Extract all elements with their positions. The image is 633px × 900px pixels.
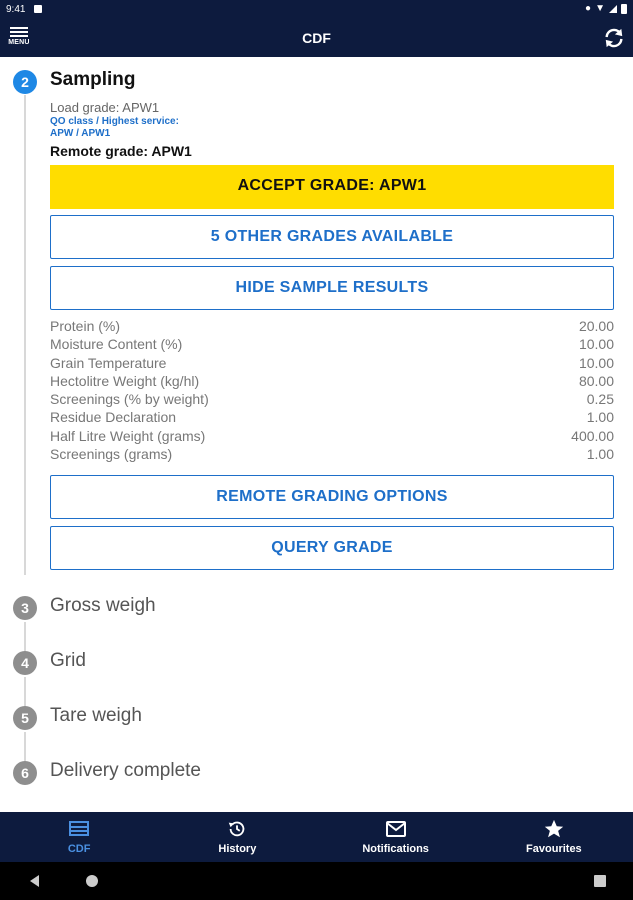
result-row — [50, 372, 614, 390]
bottom-navigation — [0, 812, 633, 862]
remote-grade-text: Remote grade: APW1 — [50, 143, 192, 159]
step-connector — [24, 677, 26, 707]
result-label: Hectolitre Weight (kg/hl) — [50, 372, 200, 389]
accept-grade-button[interactable]: ACCEPT GRADE: APW1 — [50, 165, 614, 209]
step-connector — [24, 622, 26, 652]
result-value: 1.00 — [586, 409, 614, 426]
load-grade-text: Load grade: APW1 — [50, 100, 160, 115]
result-row — [50, 408, 614, 426]
result-value: 20.00 — [578, 318, 614, 334]
result-value: 10.00 — [578, 354, 614, 371]
qo-class-value: APW / APW1 — [50, 128, 111, 139]
recent-apps-icon[interactable] — [594, 875, 606, 887]
app-bar — [0, 20, 633, 57]
result-value: 80.00 — [578, 372, 614, 389]
step-number-3: 3 — [13, 596, 37, 620]
result-label: Protein (%) — [50, 318, 121, 334]
nav-label-history: History — [218, 843, 257, 855]
nav-label-favourites: Favourites — [526, 843, 582, 855]
envelope-icon — [385, 820, 407, 838]
step-title-grid[interactable]: Grid — [50, 650, 86, 671]
refresh-icon — [603, 27, 625, 49]
back-icon[interactable] — [30, 875, 39, 887]
notification-icon — [34, 5, 42, 13]
nav-label-cdf: CDF — [67, 843, 91, 855]
nav-item-notifications[interactable] — [317, 812, 475, 862]
location-icon: ● — [585, 3, 592, 14]
page-title: CDF — [302, 30, 331, 46]
remote-grading-options-button[interactable]: REMOTE GRADING OPTIONS — [50, 475, 614, 519]
result-row — [50, 335, 614, 353]
system-navigation-bar — [0, 862, 633, 900]
step-title-tare-weigh[interactable]: Tare weigh — [50, 705, 142, 726]
result-label: Moisture Content (%) — [50, 336, 183, 353]
step-number-5: 5 — [13, 706, 37, 730]
result-value: 400.00 — [571, 427, 614, 444]
nav-item-history[interactable] — [158, 812, 316, 862]
star-icon — [543, 818, 565, 840]
result-label: Grain Temperature — [50, 354, 167, 371]
step-connector — [24, 95, 26, 575]
nav-item-cdf[interactable] — [0, 812, 158, 862]
step-number-2: 2 — [13, 70, 37, 94]
result-row — [50, 354, 614, 372]
step-number-6: 6 — [13, 761, 37, 785]
result-label: Screenings (% by weight) — [50, 391, 209, 408]
refresh-button[interactable] — [603, 27, 625, 49]
step-title-sampling[interactable]: Sampling — [50, 69, 136, 90]
nav-label-notifications: Notifications — [362, 843, 429, 855]
wifi-icon: ▼ — [595, 3, 605, 14]
result-label: Half Litre Weight (grams) — [50, 427, 206, 444]
step-title-gross-weigh[interactable]: Gross weigh — [50, 595, 156, 616]
result-value: 10.00 — [578, 336, 614, 353]
other-grades-button[interactable]: 5 OTHER GRADES AVAILABLE — [50, 215, 614, 259]
truck-icon — [68, 820, 90, 838]
step-connector — [24, 732, 26, 762]
hamburger-icon — [10, 27, 28, 29]
qo-class-label: QO class / Highest service: — [50, 116, 179, 127]
result-label: Screenings (grams) — [50, 446, 173, 463]
history-icon — [226, 818, 248, 840]
step-number-4: 4 — [13, 651, 37, 675]
query-grade-button[interactable]: QUERY GRADE — [50, 526, 614, 570]
status-bar — [0, 0, 633, 20]
sample-results-list — [50, 317, 614, 463]
menu-label: MENU — [8, 39, 30, 46]
home-icon[interactable] — [86, 875, 98, 887]
battery-icon — [621, 4, 627, 14]
result-value: 0.25 — [586, 391, 614, 408]
result-row — [50, 317, 614, 335]
signal-icon — [609, 5, 617, 13]
result-row — [50, 390, 614, 408]
result-label: Residue Declaration — [50, 409, 177, 426]
status-time: 9:41 — [6, 4, 26, 15]
result-row — [50, 445, 614, 463]
step-title-delivery-complete[interactable]: Delivery complete — [50, 760, 201, 781]
result-row — [50, 427, 614, 445]
status-icons — [585, 3, 627, 14]
nav-item-favourites[interactable] — [475, 812, 633, 862]
result-value: 1.00 — [586, 446, 614, 463]
hide-sample-results-button[interactable]: HIDE SAMPLE RESULTS — [50, 266, 614, 310]
stepper-content — [0, 57, 633, 812]
